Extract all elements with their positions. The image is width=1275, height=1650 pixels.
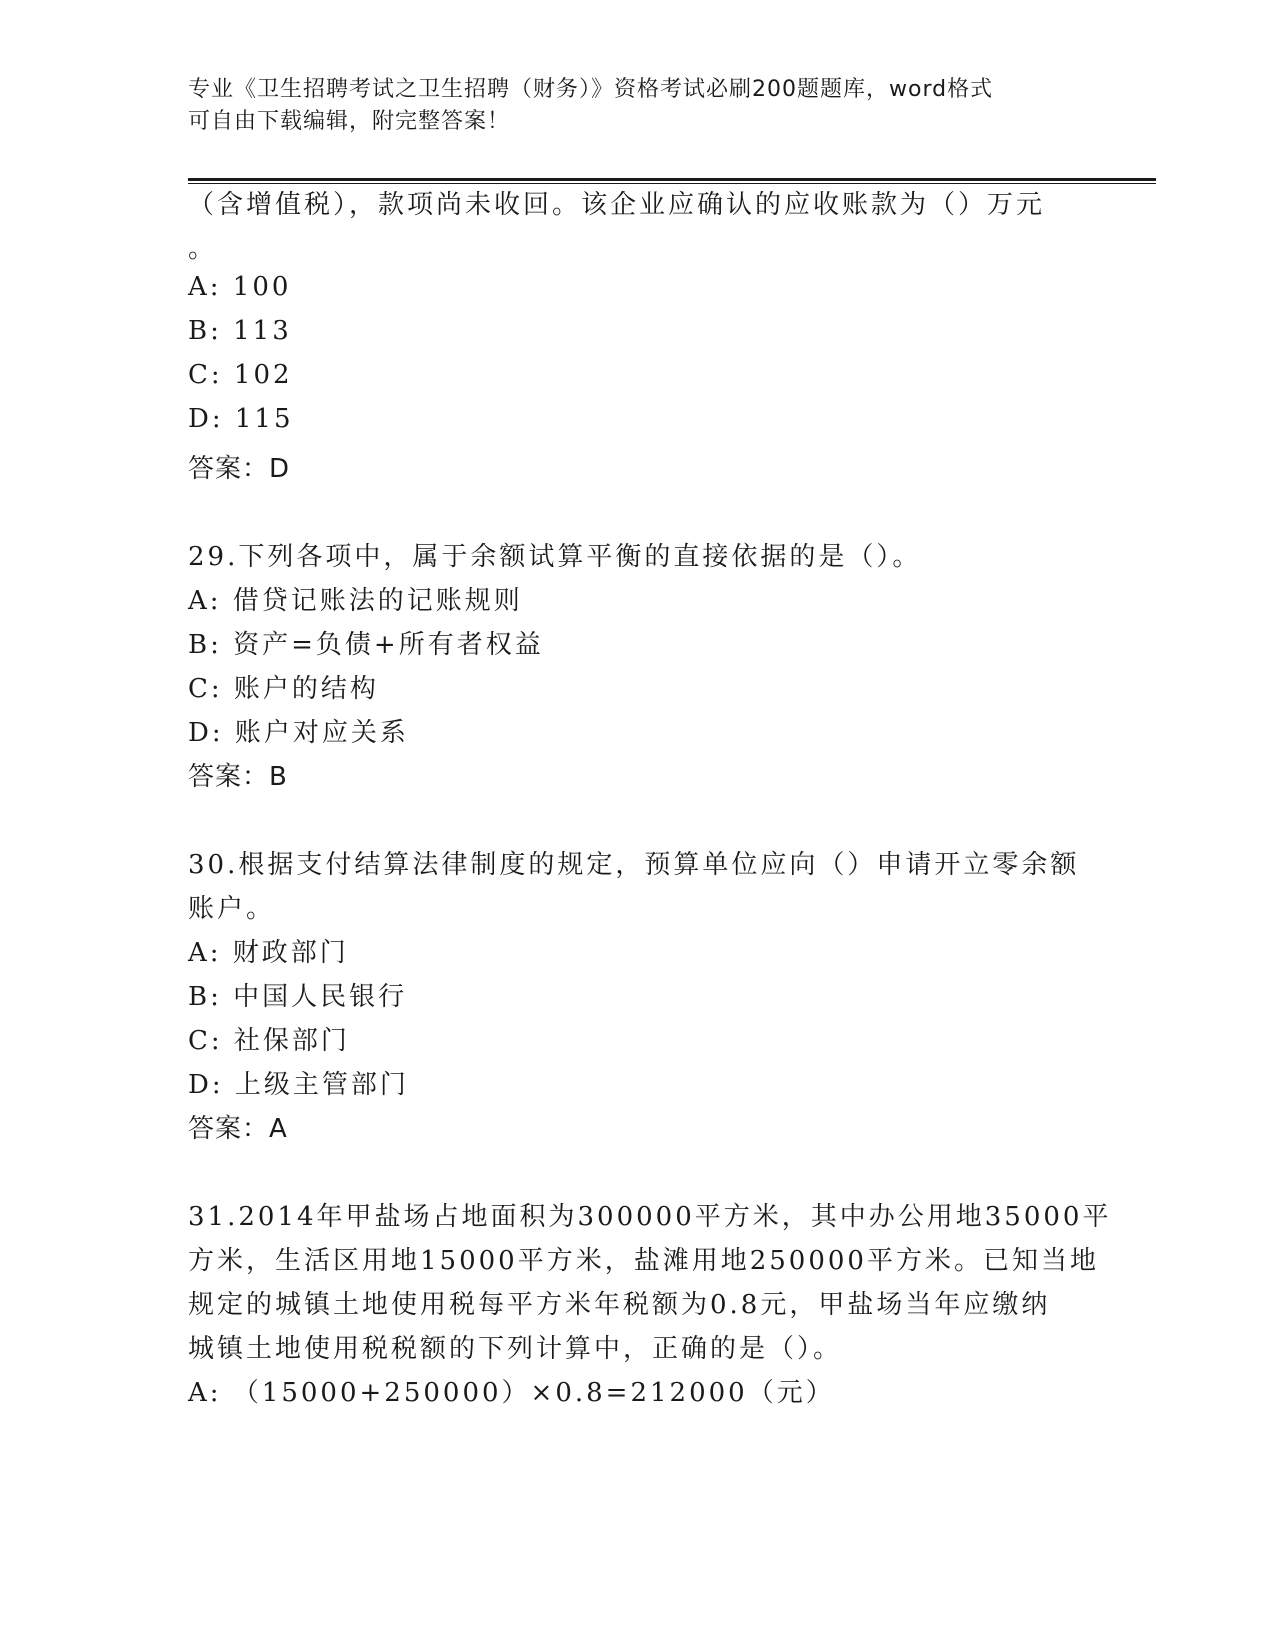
question-stem-line: 31.2014年甲盐场占地面积为300000平方米，其中办公用地35000平: [188, 1202, 1112, 1232]
option-a: A: 借贷记账法的记账规则: [188, 586, 523, 616]
option-d: D: 上级主管部门: [188, 1070, 409, 1100]
document-header: [188, 74, 1088, 138]
header-line-2: 可自由下载编辑，附完整答案！: [188, 109, 511, 134]
option-c: C: 102: [188, 360, 293, 390]
option-a: A: （15000+250000）×0.8=212000（元）: [188, 1378, 835, 1408]
header-divider: [188, 178, 1156, 181]
answer-line: 答案：B: [188, 762, 288, 792]
question-stem-line: （含增值税），款项尚未收回。该企业应确认的应收账款为（）万元: [188, 190, 1046, 220]
answer-line: 答案：A: [188, 1114, 288, 1144]
question-stem-line: 城镇土地使用税税额的下列计算中，正确的是（）。: [188, 1334, 843, 1364]
question-stem-line: 规定的城镇土地使用税每平方米年税额为0.8元，甲盐场当年应缴纳: [188, 1290, 1051, 1320]
question-stem-line: 账户。: [188, 894, 276, 924]
header-line-1: 专业《卫生招聘考试之卫生招聘（财务）》资格考试必刷200题题库，word格式: [188, 77, 994, 102]
question-stem-line: 30.根据支付结算法律制度的规定，预算单位应向（）申请开立零余额: [188, 850, 1080, 880]
question-stem-line: 方米，生活区用地15000平方米，盐滩用地250000平方米。已知当地: [188, 1246, 1099, 1276]
option-c: C: 社保部门: [188, 1026, 350, 1056]
answer-line: 答案：D: [188, 454, 291, 484]
option-a: A: 100: [188, 272, 292, 302]
option-c: C: 账户的结构: [188, 674, 379, 704]
option-d: D: 账户对应关系: [188, 718, 409, 748]
question-stem-line: 。: [188, 234, 218, 264]
option-d: D: 115: [188, 404, 294, 434]
option-a: A: 财政部门: [188, 938, 349, 968]
option-b: B: 资产=负债+所有者权益: [188, 630, 544, 660]
option-b: B: 中国人民银行: [188, 982, 408, 1012]
question-stem-line: 29.下列各项中，属于余额试算平衡的直接依据的是（）。: [188, 542, 922, 572]
option-b: B: 113: [188, 316, 292, 346]
